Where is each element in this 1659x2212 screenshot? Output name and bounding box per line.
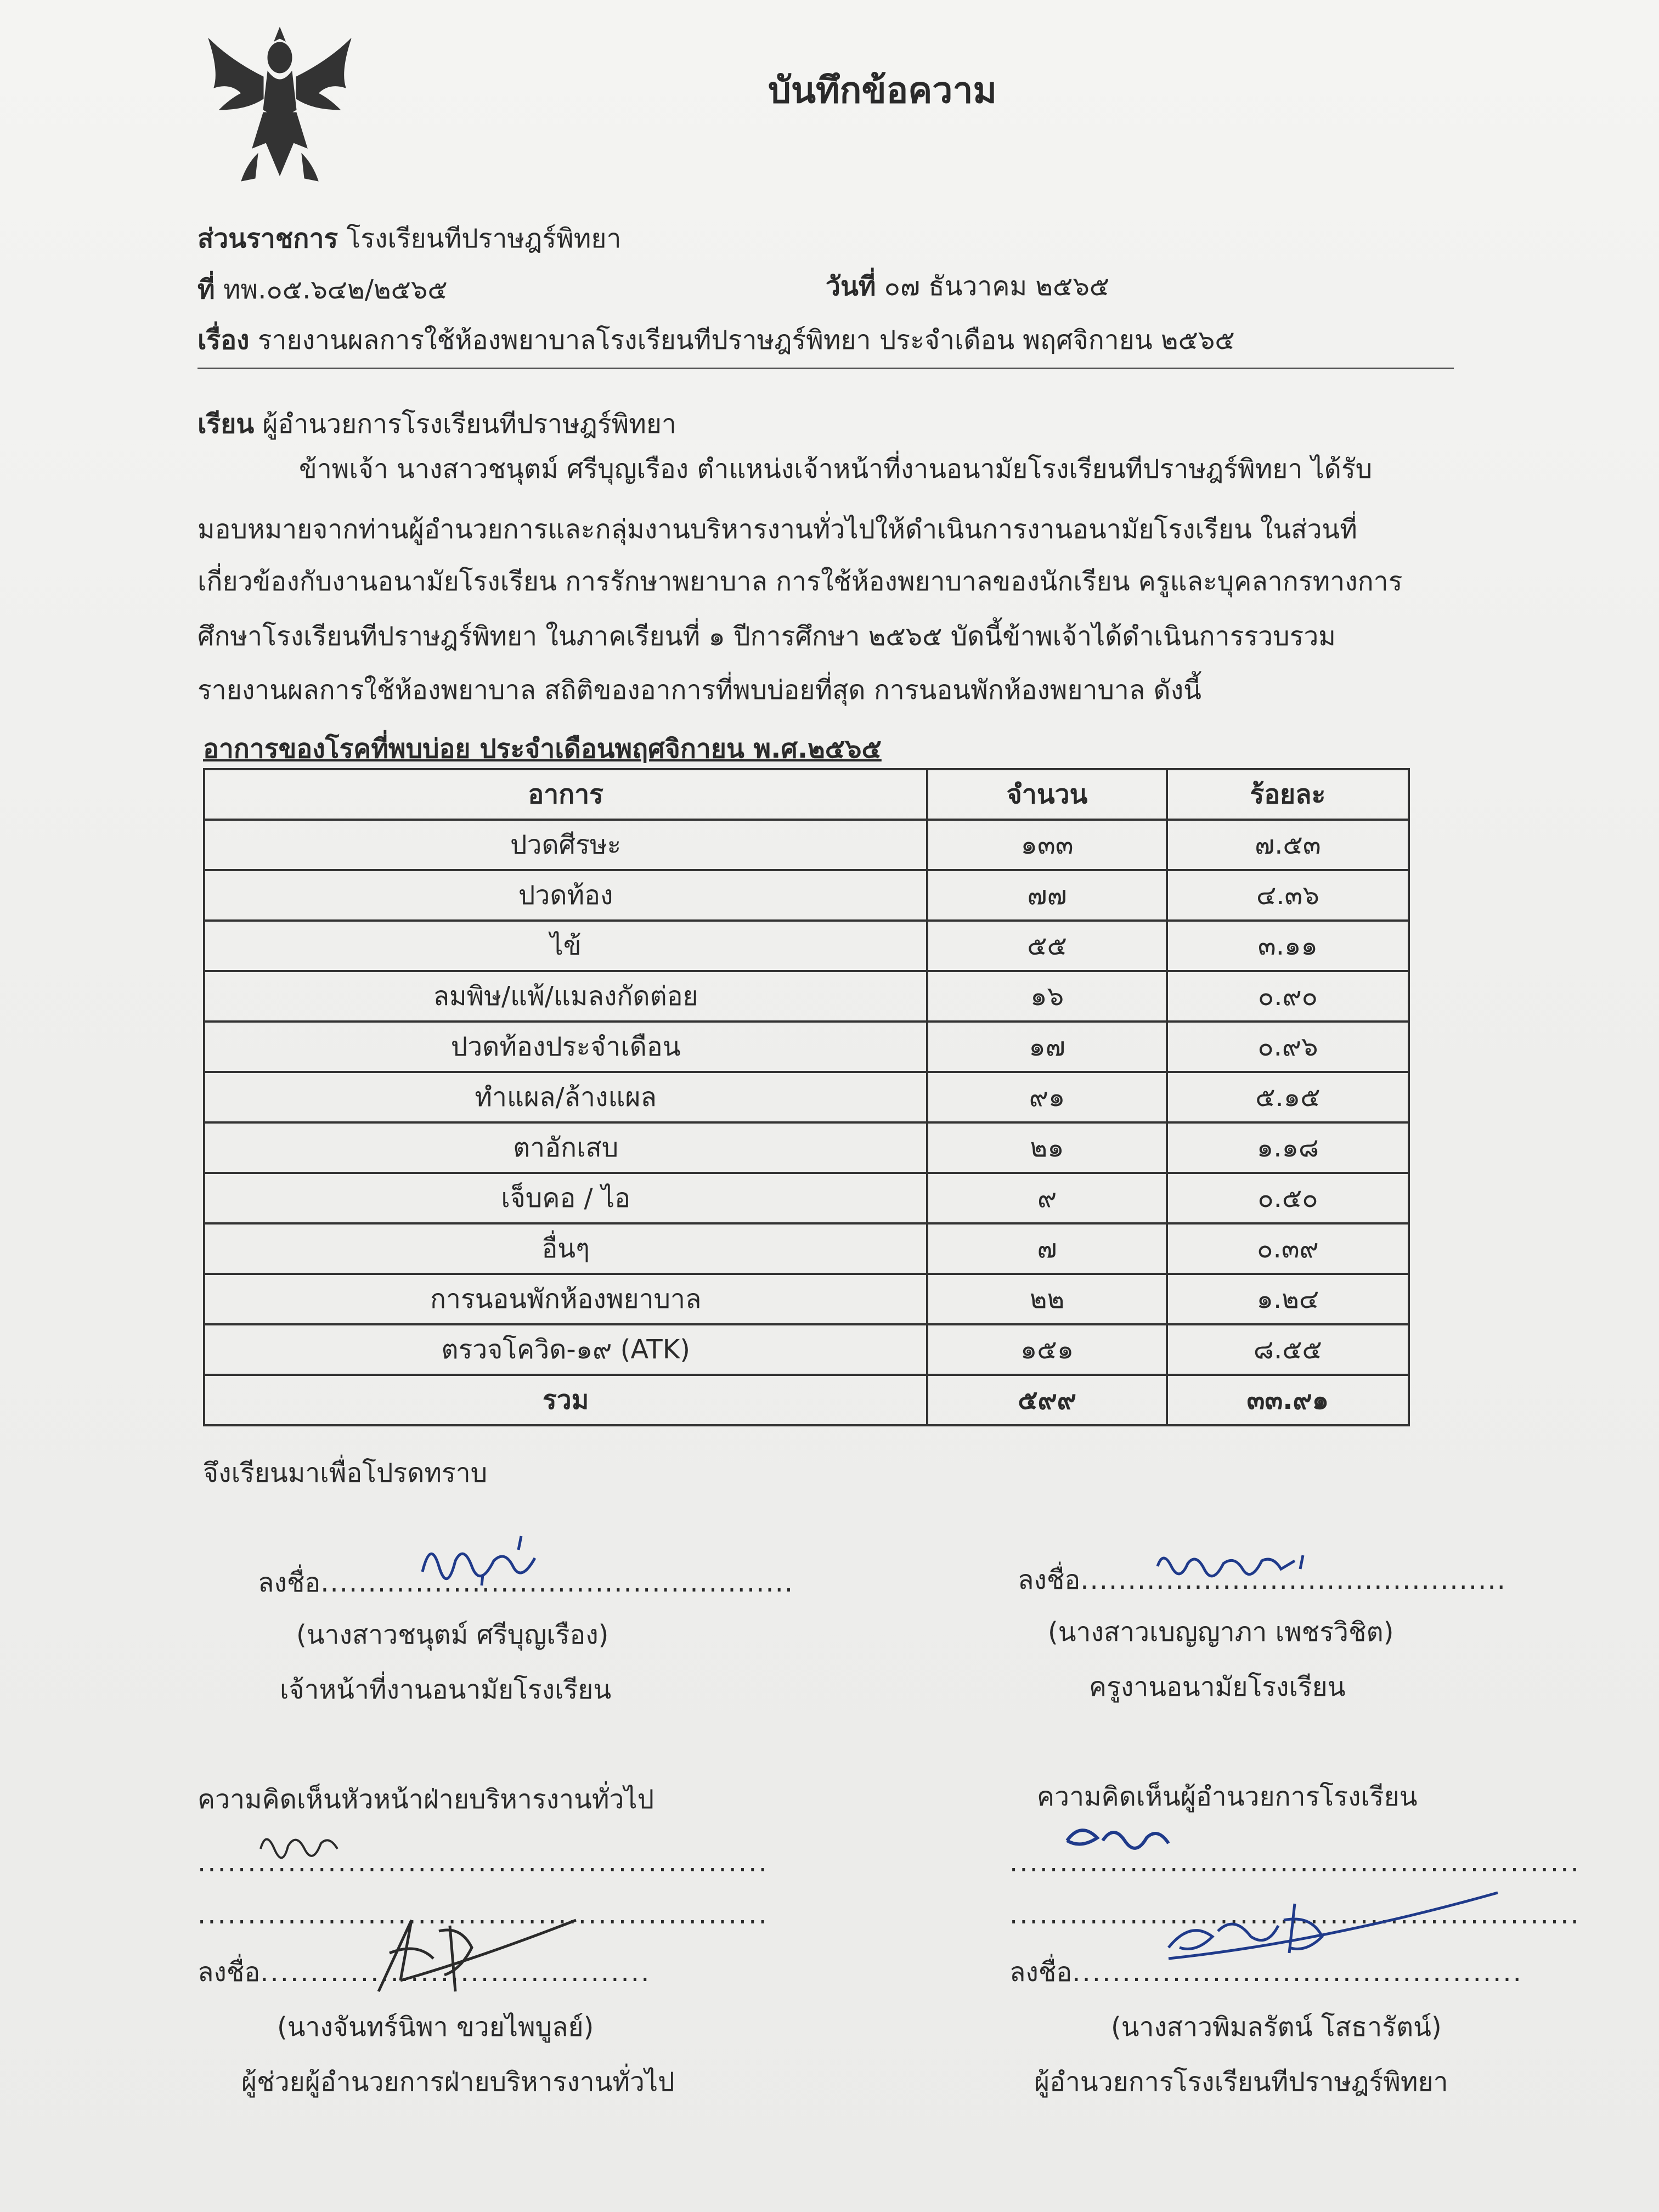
table-row	[204, 820, 1409, 870]
percent-cell: ๐.๙๐	[1167, 971, 1409, 1022]
body-line-3: เกี่ยวข้องกับงานอนามัยโรงเรียน การรักษาพยาบาล การใช้ห้องพยาบาลของนักเรียน ครูและบุคลากรทางการ	[198, 566, 1403, 597]
symptom-cell: ปวดท้องประจำเดือน	[204, 1022, 927, 1072]
table-row	[204, 1274, 1409, 1324]
to-value: ผู้อำนวยการโรงเรียนทีปราษฎร์พิทยา	[262, 409, 676, 439]
symptom-cell: การนอนพักห้องพยาบาล	[204, 1274, 927, 1324]
percent-cell: ๑.๑๘	[1167, 1122, 1409, 1173]
symptom-cell: ตาอักเสบ	[204, 1122, 927, 1173]
date-label: วันที่	[826, 271, 876, 302]
opinion-dotted-line-right-1: .........................................................	[1009, 1847, 1581, 1878]
org-label: ส่วนราชการ	[198, 223, 338, 254]
signer-name-right-bottom: (นางสาวพิมลรัตน์ โสธารัตน์)	[1111, 2012, 1442, 2042]
table-row	[204, 1324, 1409, 1375]
signer-name-right-top: (นางสาวเบญญาภา เพชรวิชิต)	[1048, 1617, 1394, 1647]
count-cell: ๗	[927, 1223, 1167, 1274]
memo-title: บันทึกข้อความ	[768, 69, 997, 111]
count-cell: ๑๓๓	[927, 820, 1167, 870]
body-line-5: รายงานผลการใช้ห้องพยาบาล สถิติของอาการที่พบบ่อยที่สุด การนอนพักห้องพยาบาล ดังนี้	[198, 675, 1201, 706]
signer-name-left-bottom: (นางจันทร์นิพา ขวยไพบูลย์)	[277, 2012, 594, 2042]
signer-position-left-top: เจ้าหน้าที่งานอนามัยโรงเรียน	[280, 1674, 612, 1705]
sign-line-left-top: ลงชื่อ..................................................	[258, 1567, 794, 1598]
body-line-2: มอบหมายจากท่านผู้อำนวยการและกลุ่มงานบริหารงานทั่วไปให้ดำเนินการงานอนามัยโรงเรียน ในส่วนที่	[198, 514, 1357, 545]
percent-cell: ๕.๑๕	[1167, 1072, 1409, 1122]
sign-label: ลงชื่อ	[1009, 1957, 1073, 1988]
count-cell: ๒๒	[927, 1274, 1167, 1324]
symptom-cell: ไข้	[204, 921, 927, 971]
count-cell: ๑๖	[927, 971, 1167, 1022]
table-row	[204, 1173, 1409, 1223]
signature-left-top	[417, 1528, 549, 1588]
table-total-row	[204, 1375, 1409, 1425]
signature-right-top	[1152, 1544, 1317, 1588]
org-line	[198, 222, 621, 255]
ref-line	[198, 273, 448, 306]
table-title: อาการของโรคที่พบบ่อย ประจำเดือนพฤศจิกายน พ.ศ.๒๕๖๕	[203, 733, 882, 764]
sign-line-right-bottom: ลงชื่อ.............................................	[1009, 1957, 1523, 1988]
col-header-count: จำนวน	[927, 769, 1167, 820]
table-row	[204, 870, 1409, 921]
to-label: เรียน	[198, 409, 255, 439]
symptom-cell: เจ็บคอ / ไอ	[204, 1173, 927, 1223]
count-cell: ๒๑	[927, 1122, 1167, 1173]
opinion-dotted-line-right-2: .........................................................	[1009, 1899, 1581, 1930]
garuda-emblem-icon	[198, 16, 362, 187]
signer-position-left-bottom: ผู้ช่วยผู้อำนวยการฝ่ายบริหารงานทั่วไป	[241, 2067, 675, 2097]
signature-left-bottom	[368, 1909, 587, 2002]
table-row	[204, 1022, 1409, 1072]
table-row	[204, 1072, 1409, 1122]
opinion-label-right: ความคิดเห็นผู้อำนวยการโรงเรียน	[1037, 1781, 1418, 1812]
count-cell: ๑๗	[927, 1022, 1167, 1072]
closing-line: จึงเรียนมาเพื่อโปรดทราบ	[203, 1458, 488, 1488]
signer-position-right-bottom: ผู้อำนวยการโรงเรียนทีปราษฎร์พิทยา	[1034, 2067, 1448, 2097]
sign-line-right-top: ลงชื่อ.............................................	[1018, 1565, 1506, 1595]
total-count-cell: ๕๙๙	[927, 1375, 1167, 1425]
symptom-cell: ตรวจโควิด-๑๙ (ATK)	[204, 1324, 927, 1375]
body-line-1: ข้าพเจ้า นางสาวชนุตม์ ศรีบุญเรือง ตำแหน่งเจ้าหน้าที่งานอนามัยโรงเรียนทีปราษฎร์พิทยา ได้รับ	[299, 454, 1373, 484]
opinion-dotted-line-left-1: .........................................................	[198, 1847, 769, 1878]
body-line-4: ศึกษาโรงเรียนทีปราษฎร์พิทยา ในภาคเรียนที่ ๑ ปีการศึกษา ๒๕๖๕ บัดนี้ข้าพเจ้าได้ดำเนินการรวบรวม	[198, 621, 1336, 652]
symptom-table	[203, 768, 1410, 1426]
count-cell: ๙	[927, 1173, 1167, 1223]
sign-label: ลงชื่อ	[198, 1957, 261, 1988]
signer-name-left-top: (นางสาวชนุตม์ ศรีบุญเรือง)	[296, 1620, 609, 1650]
table-row	[204, 971, 1409, 1022]
subject-label: เรื่อง	[198, 325, 250, 356]
table-header-row	[204, 769, 1409, 820]
percent-cell: ๑.๒๔	[1167, 1274, 1409, 1324]
date-line	[826, 270, 1109, 303]
count-cell: ๑๕๑	[927, 1324, 1167, 1375]
ref-value: ทพ.๐๕.๖๔๒/๒๕๖๕	[223, 274, 448, 305]
ref-label: ที่	[198, 274, 215, 305]
count-cell: ๕๕	[927, 921, 1167, 971]
table-row	[204, 1122, 1409, 1173]
col-header-percent: ร้อยละ	[1167, 769, 1409, 820]
sign-label: ลงชื่อ	[258, 1567, 321, 1598]
signature-right-bottom	[1158, 1887, 1509, 1970]
date-value: ๐๗ ธันวาคม ๒๕๖๕	[884, 271, 1110, 302]
symptom-cell: ลมพิษ/แพ้/แมลงกัดต่อย	[204, 971, 927, 1022]
symptom-cell: อื่นๆ	[204, 1223, 927, 1274]
salutation-line	[198, 408, 676, 441]
subject-line	[198, 324, 1235, 357]
opinion-dotted-line-left-2: .........................................................	[198, 1899, 769, 1930]
total-label-cell: รวม	[204, 1375, 927, 1425]
opinion-label-left: ความคิดเห็นหัวหน้าฝ่ายบริหารงานทั่วไป	[198, 1784, 654, 1815]
percent-cell: ๐.๙๖	[1167, 1022, 1409, 1072]
col-header-symptom: อาการ	[204, 769, 927, 820]
header-divider	[198, 368, 1454, 369]
org-value: โรงเรียนทีปราษฎร์พิทยา	[346, 223, 622, 254]
table-row	[204, 1223, 1409, 1274]
count-cell: ๗๗	[927, 870, 1167, 921]
sign-label: ลงชื่อ	[1018, 1565, 1081, 1595]
percent-cell: ๘.๕๕	[1167, 1324, 1409, 1375]
table-row	[204, 921, 1409, 971]
percent-cell: ๐.๕๐	[1167, 1173, 1409, 1223]
count-cell: ๙๑	[927, 1072, 1167, 1122]
total-percent-cell: ๓๓.๙๑	[1167, 1375, 1409, 1425]
percent-cell: ๓.๑๑	[1167, 921, 1409, 971]
symptom-cell: ปวดท้อง	[204, 870, 927, 921]
percent-cell: ๐.๓๙	[1167, 1223, 1409, 1274]
subject-value: รายงานผลการใช้ห้องพยาบาลโรงเรียนทีปราษฎร์พิทยา ประจำเดือน พฤศจิกายน ๒๕๖๕	[257, 325, 1235, 356]
percent-cell: ๗.๕๓	[1167, 820, 1409, 870]
symptom-cell: ปวดศีรษะ	[204, 820, 927, 870]
symptom-cell: ทำแผล/ล้างแผล	[204, 1072, 927, 1122]
signer-position-right-top: ครูงานอนามัยโรงเรียน	[1089, 1672, 1346, 1702]
percent-cell: ๔.๓๖	[1167, 870, 1409, 921]
sign-line-left-bottom: ลงชื่อ.......................................	[198, 1957, 651, 1988]
